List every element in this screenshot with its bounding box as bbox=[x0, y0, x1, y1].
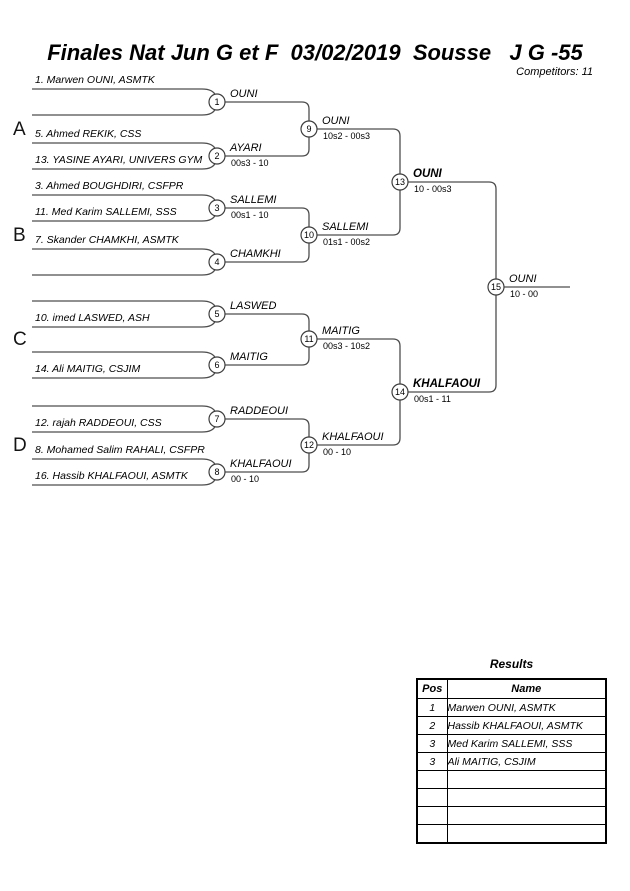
connector-line bbox=[225, 314, 309, 339]
match-number: 9 bbox=[306, 124, 312, 134]
results-title: Results bbox=[489, 657, 534, 671]
player-bottom-label: 13. YASINE AYARI, UNIVERS GYM bbox=[35, 154, 203, 166]
player-bottom-label: 10. imed LASWED, ASH bbox=[35, 312, 150, 324]
match-6 bbox=[32, 352, 216, 378]
cell-name bbox=[447, 789, 606, 807]
table-row bbox=[417, 825, 606, 844]
winner-label: MAITIG bbox=[230, 351, 268, 363]
cell-pos bbox=[417, 771, 447, 789]
match-4 bbox=[32, 234, 216, 275]
winner-label: SALLEMI bbox=[322, 221, 369, 233]
score-label: 00s1 - 10 bbox=[231, 210, 269, 220]
player-line bbox=[32, 352, 216, 359]
match-number: 8 bbox=[214, 467, 220, 477]
connector-line bbox=[408, 287, 496, 392]
competitors-count: Competitors: 11 bbox=[516, 66, 593, 78]
winner-label: OUNI bbox=[509, 273, 537, 285]
player-line bbox=[32, 89, 216, 96]
match-number: 13 bbox=[394, 177, 406, 187]
score-label: 10s2 - 00s3 bbox=[323, 131, 371, 141]
table-row bbox=[417, 789, 606, 807]
match-3 bbox=[32, 180, 216, 221]
winner-label: KHALFAOUI bbox=[230, 458, 292, 470]
score-label: 00s3 - 10s2 bbox=[323, 341, 371, 351]
score-label: 10 - 00 bbox=[510, 289, 539, 299]
cell-name bbox=[447, 807, 606, 825]
match-8 bbox=[32, 444, 216, 485]
table-row bbox=[417, 717, 606, 735]
table-row bbox=[417, 807, 606, 825]
player-line bbox=[32, 109, 216, 116]
player-line bbox=[32, 269, 216, 276]
match-number: 2 bbox=[214, 151, 220, 161]
cell-name: Ali MAITIG, CSJIM bbox=[447, 753, 606, 771]
player-bottom-label: 16. Hassib KHALFAOUI, ASMTK bbox=[35, 470, 188, 482]
cell-name: Med Karim SALLEMI, SSS bbox=[447, 735, 606, 753]
player-top-label: 7. Skander CHAMKHI, ASMTK bbox=[35, 234, 179, 246]
player-top-label: 8. Mohamed Salim RAHALI, CSFPR bbox=[35, 444, 205, 456]
match-number: 11 bbox=[304, 334, 314, 344]
score-label: 00 - 10 bbox=[231, 474, 260, 484]
table-row bbox=[417, 699, 606, 717]
match-7 bbox=[32, 406, 216, 432]
results-section bbox=[416, 657, 607, 844]
player-line bbox=[32, 143, 216, 150]
player-top-label: 3. Ahmed BOUGHDIRI, CSFPR bbox=[35, 180, 184, 192]
table-header-row bbox=[417, 679, 606, 699]
connector-line bbox=[408, 182, 496, 287]
col-header-name: Name bbox=[447, 679, 606, 699]
connector-line bbox=[225, 102, 309, 129]
match-5 bbox=[32, 301, 216, 327]
player-line bbox=[32, 459, 216, 466]
group-label-a: A bbox=[13, 119, 26, 140]
cell-pos: 1 bbox=[417, 699, 447, 717]
winner-label: OUNI bbox=[230, 88, 258, 100]
cell-name: Hassib KHALFAOUI, ASMTK bbox=[447, 717, 606, 735]
col-header-pos: Pos bbox=[417, 679, 447, 699]
table-row bbox=[417, 771, 606, 789]
match-2 bbox=[32, 128, 216, 169]
player-top-label: 1. Marwen OUNI, ASMTK bbox=[35, 74, 155, 86]
score-label: 00 - 10 bbox=[323, 447, 352, 457]
cell-name bbox=[447, 771, 606, 789]
player-bottom-label: 11. Med Karim SALLEMI, SSS bbox=[35, 206, 177, 218]
player-top-label: 5. Ahmed REKIK, CSS bbox=[35, 128, 142, 140]
cell-pos bbox=[417, 825, 447, 844]
score-label: 01s1 - 00s2 bbox=[323, 237, 371, 247]
cell-pos bbox=[417, 807, 447, 825]
cell-pos: 3 bbox=[417, 753, 447, 771]
winner-label: RADDEOUI bbox=[230, 405, 289, 417]
cell-pos: 2 bbox=[417, 717, 447, 735]
connector-line bbox=[225, 419, 309, 445]
match-number: 10 bbox=[303, 230, 315, 240]
results-table bbox=[416, 678, 607, 844]
winner-label: KHALFAOUI bbox=[322, 431, 384, 443]
winner-label: AYARI bbox=[230, 142, 262, 154]
match-number: 4 bbox=[214, 257, 220, 267]
score-label: 10 - 00s3 bbox=[414, 184, 452, 194]
match-number: 15 bbox=[490, 282, 502, 292]
player-line bbox=[32, 406, 216, 413]
player-bottom-label: 14. Ali MAITIG, CSJIM bbox=[35, 363, 141, 375]
match-number: 7 bbox=[214, 414, 220, 424]
winner-label: OUNI bbox=[322, 115, 350, 127]
table-row bbox=[417, 735, 606, 753]
cell-name: Marwen OUNI, ASMTK bbox=[447, 699, 606, 717]
winner-label: SALLEMI bbox=[230, 194, 277, 206]
table-row bbox=[417, 753, 606, 771]
score-label: 00s3 - 10 bbox=[231, 158, 269, 168]
score-label: 00s1 - 11 bbox=[414, 394, 451, 404]
player-bottom-label: 12. rajah RADDEOUI, CSS bbox=[35, 417, 162, 429]
match-number: 3 bbox=[214, 203, 220, 213]
match-number: 14 bbox=[394, 387, 406, 397]
cell-name bbox=[447, 825, 606, 844]
winner-label: KHALFAOUI bbox=[413, 378, 481, 390]
cell-pos: 3 bbox=[417, 735, 447, 753]
match-1 bbox=[32, 74, 216, 115]
cell-pos bbox=[417, 789, 447, 807]
winner-label: MAITIG bbox=[322, 325, 360, 337]
match-number: 5 bbox=[214, 309, 220, 319]
match-number: 12 bbox=[303, 440, 315, 450]
group-label-b: B bbox=[13, 225, 26, 246]
match-number: 1 bbox=[214, 97, 220, 107]
player-line bbox=[32, 249, 216, 256]
group-label-d: D bbox=[13, 435, 27, 456]
page-title: Finales Nat Jun G et F 03/02/2019 Sousse J G -55 bbox=[47, 40, 583, 65]
winner-label: CHAMKHI bbox=[230, 248, 281, 260]
player-line bbox=[32, 301, 216, 308]
winner-label: OUNI bbox=[413, 168, 442, 180]
match-number: 6 bbox=[214, 360, 220, 370]
group-label-c: C bbox=[13, 329, 27, 350]
player-line bbox=[32, 195, 216, 202]
winner-label: LASWED bbox=[230, 300, 277, 312]
